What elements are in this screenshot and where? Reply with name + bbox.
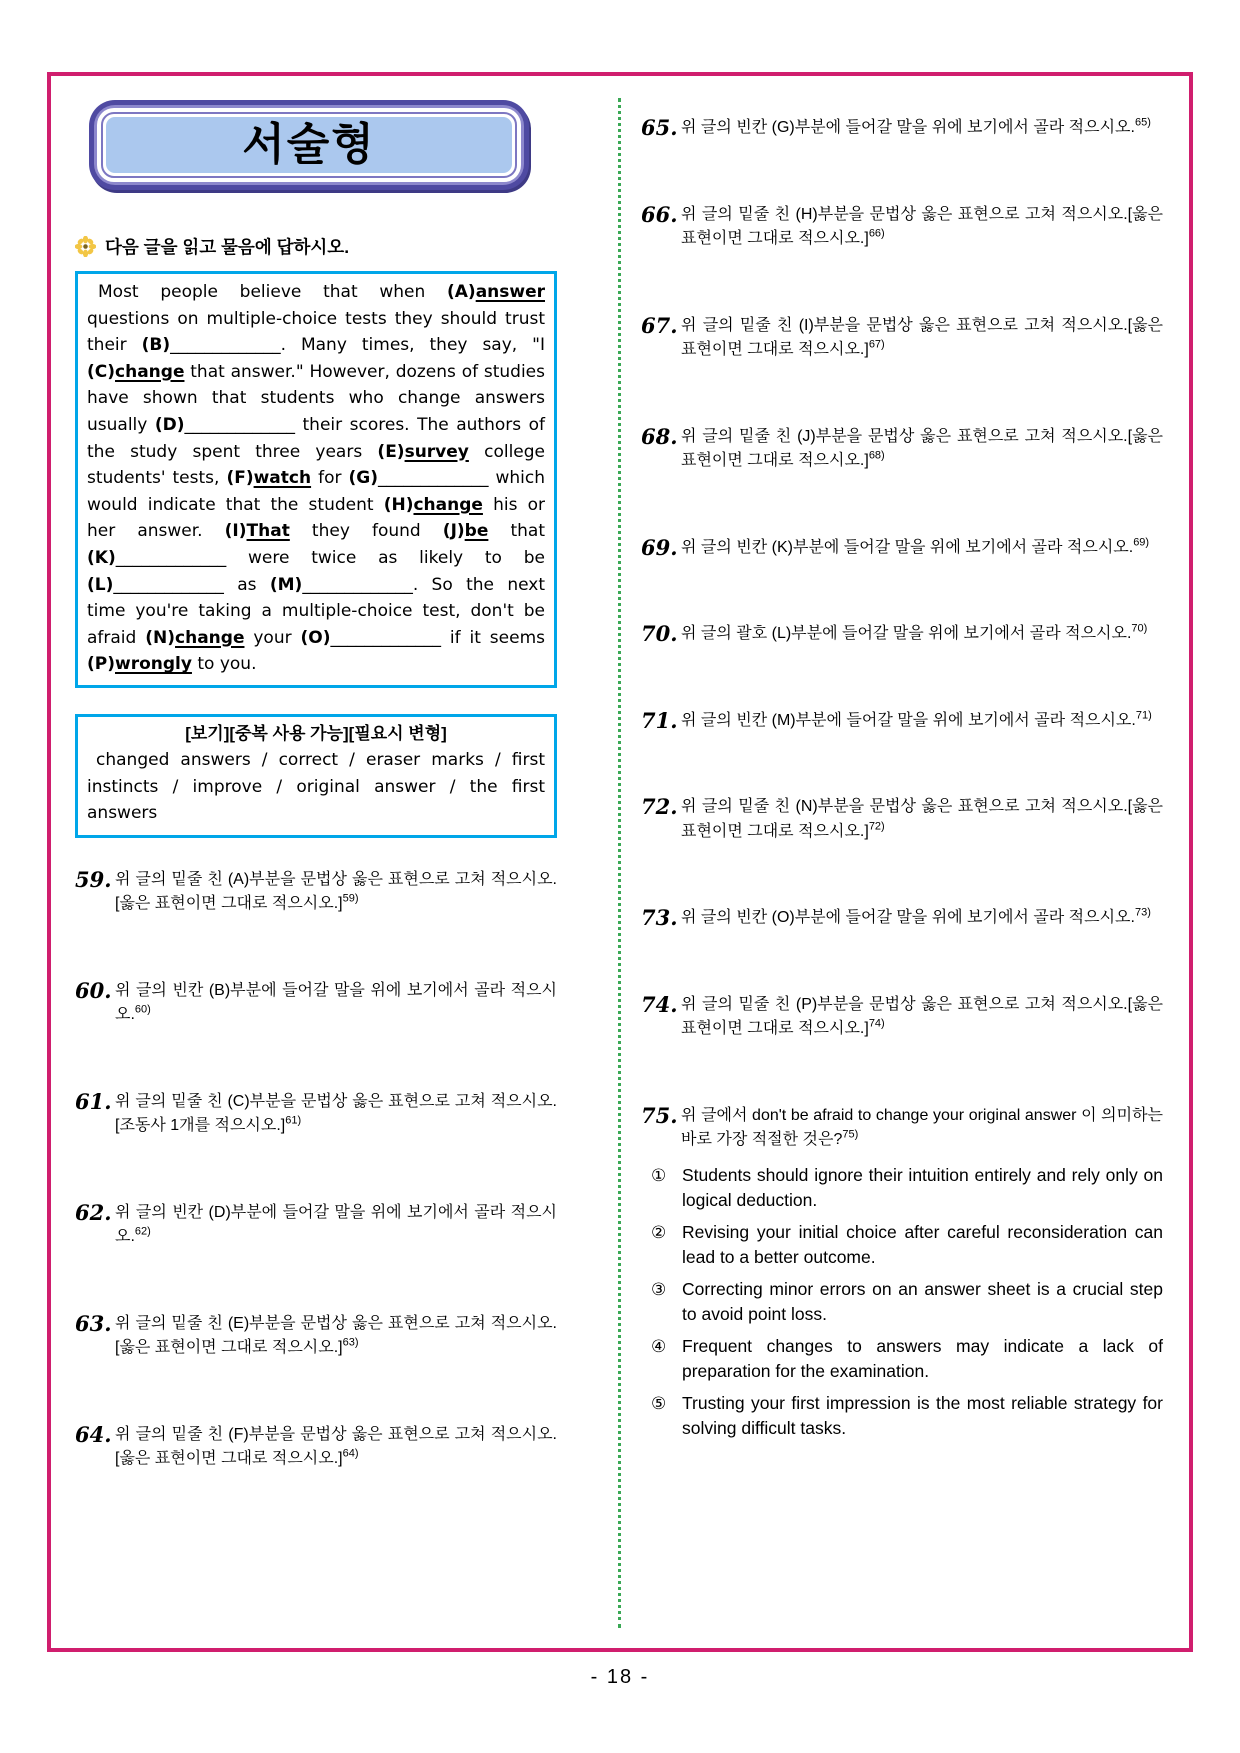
page-number: - 18 - [590,1666,650,1688]
passage-underlined-term: be [464,521,489,542]
passage-marker: (I) [224,521,247,542]
passage-underlined-term: change [175,627,245,648]
questions-right [641,116,1163,1448]
question-66 [641,203,1163,252]
question-number: 64. [75,1421,112,1447]
question-69 [641,536,1163,561]
question-59 [75,868,557,917]
choice-3 [651,1277,1163,1327]
passage-marker: (L) [87,574,114,595]
question-number: 61. [75,1088,112,1114]
passage-segment: that answer." However, dozens of studies have shown that students who change answers usually [87,361,545,435]
question-text [681,536,1163,561]
question-text [681,425,1163,474]
choice-marker: ⑤ [651,1393,667,1413]
footnote-ref: 65) [1134,116,1151,129]
footnote-ref: 69) [1133,536,1150,549]
question-text-body: 위 글의 밑줄 친 (F)부분을 문법상 옳은 표현으로 고쳐 적으시오.[옳은 표현이면 그대로 적으시오.] [115,1425,557,1468]
passage-underlined-term: wrongly [115,654,192,675]
passage-underlined-term: change [115,361,185,382]
question-text [681,314,1163,363]
passage-marker: (F) [226,468,254,489]
section-title-banner [89,100,529,190]
question-text-body: 위 글의 밑줄 친 (I)부분을 문법상 옳은 표현으로 고쳐 적으시오.[옳은 표현이면 그대로 적으시오.] [681,316,1163,358]
passage-marker: (K) [87,547,116,568]
passage-segment: _____________ their scores. The authors of the study spent three years [87,414,545,462]
word-bank-header: [보기][중복 사용 가능][필요시 변형] [185,723,447,743]
question-number: 75. [641,1102,678,1128]
passage-underlined-term: change [413,494,483,515]
passage-segment: _____________. Many times, they say, "I [170,335,546,356]
question-67 [641,314,1163,363]
footnote-ref: 63) [342,1336,359,1349]
passage-segment: _____________ were twice as likely to be [115,547,545,568]
choice-4 [651,1334,1163,1384]
right-column [641,116,1163,1510]
question-number: 67. [641,312,678,338]
footnote-ref: 67) [868,338,885,351]
question-text-body: 위 글의 괄호 (L)부분에 들어갈 말을 위에 보기에서 골라 적으시오. [681,625,1132,642]
passage-marker: (M) [269,574,303,595]
question-text [115,979,557,1028]
question-text [115,1423,557,1472]
choice-text: Revising your initial choice after careful reconsideration can lead to a better outcome. [682,1221,1163,1267]
passage-segment: for [311,468,349,489]
passage-segment: questions on multiple-choice tests they should trust their [87,308,545,356]
choice-marker: ② [651,1222,667,1242]
question-text [115,1312,557,1361]
question-text [115,1201,557,1250]
word-bank-box [75,714,557,838]
question-number: 62. [75,1199,112,1225]
footnote-ref: 70) [1131,622,1148,635]
passage-marker: (H) [383,494,414,515]
question-text [681,709,1163,734]
question-number: 71. [641,707,678,733]
footnote-ref: 59) [342,892,359,905]
instruction-text: 다음 글을 읽고 물음에 답하시오. [105,237,350,257]
passage-underlined-term: watch [253,468,312,489]
choice-2 [651,1220,1163,1270]
passage-segment: college students' tests, [87,441,546,489]
choice-text: Trusting your first impression is the most reliable strategy for solving difficult tasks. [682,1392,1163,1438]
footnote-ref: 66) [868,227,885,240]
passage-underlined-term: survey [404,441,469,462]
footnote-ref: 74) [868,1017,885,1030]
question-text-body: 위 글의 빈칸 (K)부분에 들어갈 말을 위에 보기에서 골라 적으시오. [681,538,1134,556]
question-text-body: 위 글의 밑줄 친 (J)부분을 문법상 옳은 표현으로 고쳐 적으시오.[옳은 표현이면 그대로 적으시오.] [681,427,1163,469]
passage-marker: (E) [377,441,405,462]
question-text-body: 위 글의 밑줄 친 (E)부분을 문법상 옳은 표현으로 고쳐 적으시오.[옳은 표현이면 그대로 적으시오.] [115,1314,557,1357]
question-number: 74. [641,991,678,1017]
passage-marker: (A) [446,282,476,302]
question-62 [75,1201,557,1250]
passage-segment: _____________ as [113,574,270,595]
page-border-frame [47,72,1193,1652]
passage-marker: (O) [300,627,331,648]
question-text [681,993,1163,1042]
choice-text: Students should ignore their intuition entirely and rely only on logical deduction. [682,1164,1163,1210]
question-text [115,868,557,917]
questions-left [75,868,557,1472]
question-60 [75,979,557,1028]
question-text [681,906,1163,931]
choice-text: Correcting minor errors on an answer sheet is a crucial step to avoid point loss. [682,1278,1163,1324]
choice-1 [651,1163,1163,1213]
question-text-body: 위 글의 밑줄 친 (H)부분을 문법상 옳은 표현으로 고쳐 적으시오.[옳은 표현이면 그대로 적으시오.] [681,205,1163,247]
passage-segment: _____________. So the next time you're taking a multiple-choice test, don't be afraid [87,574,545,648]
question-number: 60. [75,977,112,1003]
question-74 [641,993,1163,1042]
question-number: 69. [641,534,678,560]
question-68 [641,425,1163,474]
question-number: 63. [75,1310,112,1336]
question-number: 73. [641,905,678,930]
question-61 [75,1090,557,1139]
left-column [75,100,557,1534]
question-text [115,1090,557,1139]
footnote-ref: 61) [285,1114,302,1127]
question-text-body: 위 글의 밑줄 친 (N)부분을 문법상 옳은 표현으로 고쳐 적으시오.[옳은 표현이면 그대로 적으시오.] [681,798,1163,840]
passage-marker: (C) [87,361,116,382]
passage-segment: they found [289,521,443,542]
question-number: 68. [641,423,678,449]
footnote-ref: 68) [868,449,885,462]
question-63 [75,1312,557,1361]
question-text-body: 위 글의 빈칸 (M)부분에 들어갈 말을 위에 보기에서 골라 적으시오. [681,711,1136,729]
answer-choices [641,1163,1163,1448]
flower-icon [75,236,96,257]
choice-text: Frequent changes to answers may indicate a lack of preparation for the examination. [682,1335,1163,1381]
question-text-body: 위 글에서 don't be afraid to change your original answer 이 의미하는 바로 가장 적절한 것은? [681,1106,1163,1148]
passage-segment: Most people believe that when [98,282,447,302]
footnote-ref: 75) [842,1128,859,1141]
choice-marker: ③ [651,1279,667,1299]
footnote-ref: 71) [1135,709,1152,722]
word-bank-options: changed answers / correct / eraser marks / first instincts / improve / original answer / the first answers [87,749,545,824]
question-number: 65. [641,115,678,140]
question-text [681,116,1163,141]
passage-segment: that [488,521,545,542]
choice-marker: ① [651,1165,667,1185]
passage-marker: (P) [87,654,115,675]
question-text-body: 위 글의 밑줄 친 (P)부분을 문법상 옳은 표현으로 고쳐 적으시오.[옳은 표현이면 그대로 적으시오.] [681,995,1163,1037]
passage-segment: to you. [191,654,257,675]
passage-marker: (B) [141,335,171,356]
footnote-ref: 62) [134,1225,151,1238]
passage-text [87,279,545,678]
passage-marker: (D) [154,414,185,435]
column-divider [618,98,621,1628]
question-65 [641,116,1163,141]
passage-marker: (G) [348,468,378,489]
question-number: 59. [75,866,112,892]
footnote-ref: 64) [342,1447,359,1460]
passage-segment: _____________ if it seems [330,627,545,648]
footnote-ref: 73) [1134,906,1151,919]
question-text-body: 위 글의 빈칸 (D)부분에 들어갈 말을 위에 보기에서 골라 적으시오. [115,1203,557,1246]
question-number: 66. [641,201,678,227]
question-64 [75,1423,557,1472]
question-72 [641,795,1163,844]
footnote-ref: 72) [868,820,885,833]
passage-segment: his or her answer. [87,494,545,542]
passage-box [75,271,557,688]
question-text [681,795,1163,844]
passage-segment: your [244,627,301,648]
passage-segment: _____________ which would indicate that the student [87,468,545,515]
question-text-body: 위 글의 빈칸 (B)부분에 들어갈 말을 위에 보기에서 골라 적으시오. [115,981,557,1024]
choice-5 [651,1391,1163,1441]
passage-underlined-term: answer [475,282,545,302]
section-title: 서술형 [106,117,512,173]
question-text [681,622,1163,647]
question-75 [641,1104,1163,1448]
passage-underlined-term: That [246,521,290,542]
question-text-body: 위 글의 밑줄 친 (C)부분을 문법상 옳은 표현으로 고쳐 적으시오.[조동사 1개를 적으시오.] [115,1092,557,1135]
choice-marker: ④ [651,1336,667,1356]
question-text-body: 위 글의 빈칸 (O)부분에 들어갈 말을 위에 보기에서 골라 적으시오. [681,909,1135,926]
question-text [681,203,1163,252]
passage-marker: (J) [442,521,465,542]
question-text-body: 위 글의 빈칸 (G)부분에 들어갈 말을 위에 보기에서 골라 적으시오. [681,119,1135,136]
question-70 [641,622,1163,647]
footnote-ref: 60) [134,1003,151,1016]
passage-marker: (N) [145,627,176,648]
question-text-body: 위 글의 밑줄 친 (A)부분을 문법상 옳은 표현으로 고쳐 적으시오.[옳은 표현이면 그대로 적으시오.] [115,870,557,913]
question-number: 70. [641,621,678,646]
question-71 [641,709,1163,734]
instruction-row [75,234,557,259]
question-73 [641,906,1163,931]
question-text [681,1104,1163,1153]
question-number: 72. [641,794,678,819]
